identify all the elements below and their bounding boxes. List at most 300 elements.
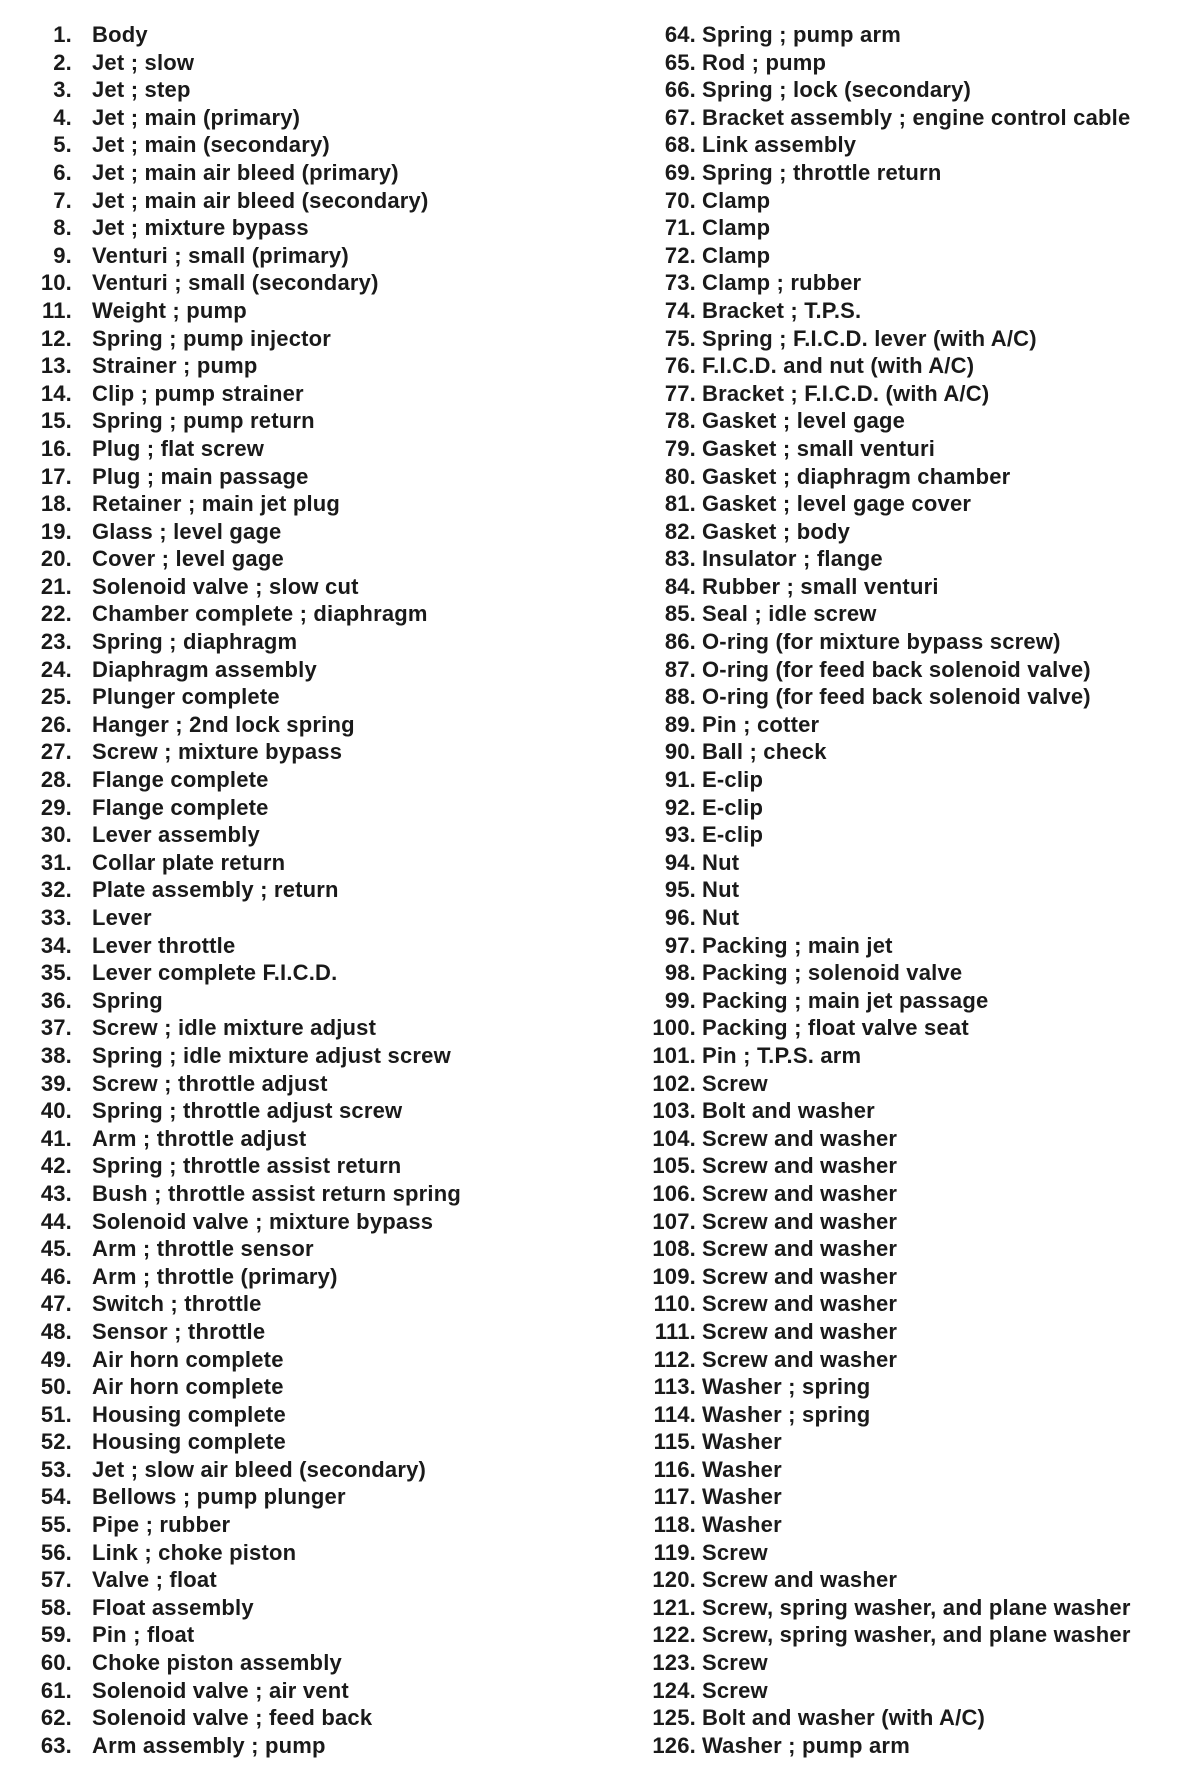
part-number: 99. bbox=[664, 987, 696, 1013]
part-number: 125. bbox=[652, 1705, 696, 1731]
part-list-item bbox=[0, 76, 560, 104]
part-description: Screw bbox=[702, 1650, 768, 1676]
part-list-item bbox=[600, 297, 1184, 325]
part-number: 90. bbox=[664, 739, 696, 765]
part-list-item bbox=[0, 959, 560, 987]
part-description: Jet ; step bbox=[92, 77, 191, 103]
part-description: O-ring (for feed back solenoid valve) bbox=[702, 684, 1091, 710]
part-description: Ball ; check bbox=[702, 739, 827, 765]
part-number: 23. bbox=[40, 629, 72, 655]
part-list-item bbox=[0, 242, 560, 270]
part-number: 74. bbox=[664, 297, 696, 323]
part-description: Spring ; throttle adjust screw bbox=[92, 1098, 403, 1124]
part-description: Plate assembly ; return bbox=[92, 877, 339, 903]
part-description: Screw and washer bbox=[702, 1263, 898, 1289]
part-list-item bbox=[600, 876, 1184, 904]
part-description: Flange complete bbox=[92, 794, 269, 820]
part-list-item bbox=[600, 1677, 1184, 1705]
part-description: Screw ; idle mixture adjust bbox=[92, 1015, 377, 1041]
part-description: Cover ; level gage bbox=[92, 546, 284, 572]
part-number: 51. bbox=[40, 1401, 72, 1427]
part-number: 39. bbox=[40, 1070, 72, 1096]
part-description: Lever complete F.I.C.D. bbox=[92, 960, 338, 986]
part-description: Spring ; idle mixture adjust screw bbox=[92, 1042, 451, 1068]
part-description: Spring ; pump return bbox=[92, 408, 315, 434]
part-list-item bbox=[600, 1290, 1184, 1318]
part-number: 40. bbox=[40, 1098, 72, 1124]
part-number: 110. bbox=[653, 1291, 696, 1317]
part-number: 2. bbox=[53, 49, 72, 75]
part-list-item bbox=[0, 159, 560, 187]
part-description: Plug ; main passage bbox=[92, 463, 309, 489]
part-list-item bbox=[600, 1235, 1184, 1263]
part-number: 117. bbox=[653, 1484, 696, 1510]
part-list-item bbox=[600, 1428, 1184, 1456]
part-number: 103. bbox=[652, 1098, 696, 1124]
part-description: Bolt and washer bbox=[702, 1098, 875, 1124]
part-number: 67. bbox=[664, 104, 696, 130]
part-description: Insulator ; flange bbox=[702, 546, 883, 572]
part-number: 92. bbox=[664, 794, 696, 820]
part-description: Spring ; pump injector bbox=[92, 325, 332, 351]
part-list-item bbox=[0, 490, 560, 518]
part-number: 93. bbox=[664, 822, 696, 848]
part-number: 37. bbox=[40, 1015, 72, 1041]
part-number: 116. bbox=[653, 1456, 696, 1482]
part-list-item bbox=[600, 518, 1184, 546]
part-description: Switch ; throttle bbox=[92, 1291, 262, 1317]
part-list-item bbox=[600, 352, 1184, 380]
part-description: Spring bbox=[92, 987, 163, 1013]
part-number: 20. bbox=[40, 546, 72, 572]
part-description: Lever throttle bbox=[92, 932, 236, 958]
part-list-item bbox=[600, 1125, 1184, 1153]
part-description: Chamber complete ; diaphragm bbox=[92, 601, 428, 627]
part-description: Arm ; throttle sensor bbox=[92, 1236, 314, 1262]
part-list-item bbox=[0, 1346, 560, 1374]
part-list-item bbox=[600, 1373, 1184, 1401]
part-list-item bbox=[0, 1566, 560, 1594]
part-number: 17. bbox=[40, 463, 72, 489]
part-description: Spring ; pump arm bbox=[702, 22, 901, 47]
part-description: Jet ; mixture bypass bbox=[92, 215, 309, 241]
part-number: 88. bbox=[664, 684, 696, 710]
part-number: 95. bbox=[664, 877, 696, 903]
part-list-item bbox=[0, 1235, 560, 1263]
part-description: Bolt and washer (with A/C) bbox=[702, 1705, 986, 1731]
part-number: 94. bbox=[664, 849, 696, 875]
parts-list-right-column bbox=[600, 21, 1184, 1759]
part-description: Screw bbox=[702, 1070, 768, 1096]
part-list-item bbox=[600, 711, 1184, 739]
part-list-item bbox=[600, 794, 1184, 822]
part-description: Valve ; float bbox=[92, 1567, 217, 1593]
part-description: Screw and washer bbox=[702, 1291, 898, 1317]
part-description: Body bbox=[92, 22, 148, 47]
part-description: Gasket ; body bbox=[702, 518, 851, 544]
part-list-item bbox=[600, 1621, 1184, 1649]
part-description: Washer bbox=[702, 1484, 782, 1510]
part-number: 100. bbox=[652, 1015, 696, 1041]
part-number: 30. bbox=[40, 822, 72, 848]
part-description: Washer ; spring bbox=[702, 1374, 871, 1400]
part-description: Packing ; float valve seat bbox=[702, 1015, 969, 1041]
part-number: 16. bbox=[40, 435, 72, 461]
part-description: Screw and washer bbox=[702, 1125, 898, 1151]
part-list-item bbox=[600, 463, 1184, 491]
part-number: 81. bbox=[664, 491, 696, 517]
part-list-item bbox=[0, 1152, 560, 1180]
part-description: Arm assembly ; pump bbox=[92, 1732, 326, 1758]
part-list-item bbox=[0, 628, 560, 656]
part-number: 124. bbox=[652, 1677, 696, 1703]
part-list-item bbox=[600, 490, 1184, 518]
part-list-item bbox=[600, 1042, 1184, 1070]
part-number: 96. bbox=[664, 905, 696, 930]
part-list-item bbox=[600, 1208, 1184, 1236]
part-number: 79. bbox=[664, 435, 696, 461]
part-number: 36. bbox=[40, 987, 72, 1013]
part-description: Jet ; main (secondary) bbox=[92, 132, 330, 158]
part-number: 102. bbox=[652, 1070, 696, 1096]
part-list-item bbox=[0, 1594, 560, 1622]
part-description: Screw ; throttle adjust bbox=[92, 1070, 328, 1096]
part-description: Arm ; throttle adjust bbox=[92, 1125, 307, 1151]
part-list-item bbox=[0, 1649, 560, 1677]
part-number: 8. bbox=[53, 215, 72, 241]
part-list-item bbox=[600, 325, 1184, 353]
part-description: Choke piston assembly bbox=[92, 1650, 342, 1676]
part-description: Jet ; main (primary) bbox=[92, 104, 301, 130]
part-list-item bbox=[0, 407, 560, 435]
part-list-item bbox=[600, 573, 1184, 601]
part-number: 121. bbox=[652, 1594, 696, 1620]
part-list-item bbox=[0, 518, 560, 546]
part-number: 66. bbox=[664, 77, 696, 103]
part-number: 101. bbox=[652, 1042, 696, 1068]
part-number: 70. bbox=[664, 187, 696, 213]
part-description: Screw and washer bbox=[702, 1236, 898, 1262]
part-number: 84. bbox=[664, 573, 696, 599]
part-number: 114. bbox=[653, 1401, 696, 1427]
part-list-item bbox=[600, 1732, 1184, 1760]
part-list-item bbox=[0, 1428, 560, 1456]
part-description: Bush ; throttle assist return spring bbox=[92, 1180, 462, 1206]
part-description: Clamp ; rubber bbox=[702, 270, 862, 296]
part-description: Gasket ; level gage bbox=[702, 408, 906, 434]
part-number: 75. bbox=[664, 325, 696, 351]
part-description: Pipe ; rubber bbox=[92, 1512, 231, 1538]
part-number: 45. bbox=[40, 1236, 72, 1262]
part-list-item bbox=[0, 1677, 560, 1705]
part-description: Screw and washer bbox=[702, 1180, 898, 1206]
part-number: 72. bbox=[664, 242, 696, 268]
part-number: 19. bbox=[40, 518, 72, 544]
part-number: 64. bbox=[664, 22, 696, 47]
part-description: Air horn complete bbox=[92, 1346, 284, 1372]
part-description: Float assembly bbox=[92, 1594, 254, 1620]
part-list-item bbox=[600, 1346, 1184, 1374]
part-description: Lever bbox=[92, 905, 152, 930]
part-number: 104. bbox=[652, 1125, 696, 1151]
part-list-item bbox=[0, 1732, 560, 1760]
part-list-item bbox=[600, 1180, 1184, 1208]
part-number: 122. bbox=[652, 1622, 696, 1648]
part-list-item bbox=[600, 407, 1184, 435]
part-description: Pin ; T.P.S. arm bbox=[702, 1042, 862, 1068]
part-list-item bbox=[600, 104, 1184, 132]
part-number: 49. bbox=[40, 1346, 72, 1372]
part-number: 60. bbox=[40, 1650, 72, 1676]
part-number: 35. bbox=[40, 960, 72, 986]
part-number: 61. bbox=[40, 1677, 72, 1703]
part-number: 86. bbox=[664, 629, 696, 655]
part-list-item bbox=[0, 49, 560, 77]
part-description: Jet ; slow air bleed (secondary) bbox=[92, 1456, 427, 1482]
part-description: Gasket ; small venturi bbox=[702, 435, 936, 461]
part-description: E-clip bbox=[702, 822, 764, 848]
part-number: 97. bbox=[664, 932, 696, 958]
part-list-item bbox=[0, 600, 560, 628]
part-number: 89. bbox=[664, 711, 696, 737]
part-number: 119. bbox=[653, 1539, 696, 1565]
part-description: Bracket assembly ; engine control cable bbox=[702, 104, 1131, 130]
part-number: 107. bbox=[652, 1208, 696, 1234]
part-description: Venturi ; small (primary) bbox=[92, 242, 349, 268]
part-number: 118. bbox=[653, 1512, 696, 1538]
part-number: 83. bbox=[664, 546, 696, 572]
part-list-item bbox=[0, 104, 560, 132]
part-list-item bbox=[600, 545, 1184, 573]
part-description: Washer ; pump arm bbox=[702, 1732, 910, 1758]
part-list-item bbox=[0, 269, 560, 297]
part-description: Screw bbox=[702, 1539, 768, 1565]
part-list-item bbox=[600, 959, 1184, 987]
part-number: 77. bbox=[664, 380, 696, 406]
part-number: 69. bbox=[664, 159, 696, 185]
part-description: Packing ; main jet passage bbox=[702, 987, 989, 1013]
part-list-item bbox=[0, 187, 560, 215]
part-number: 9. bbox=[53, 242, 72, 268]
part-list-item bbox=[0, 766, 560, 794]
part-number: 1. bbox=[53, 22, 72, 47]
part-number: 111. bbox=[654, 1318, 696, 1344]
part-list-item bbox=[0, 683, 560, 711]
part-number: 42. bbox=[40, 1153, 72, 1179]
part-description: Lever assembly bbox=[92, 822, 260, 848]
part-list-item bbox=[600, 242, 1184, 270]
part-list-item bbox=[600, 656, 1184, 684]
part-number: 87. bbox=[664, 656, 696, 682]
part-description: E-clip bbox=[702, 794, 764, 820]
part-number: 120. bbox=[652, 1567, 696, 1593]
part-list-item bbox=[600, 435, 1184, 463]
part-description: Rubber ; small venturi bbox=[702, 573, 939, 599]
part-description: O-ring (for feed back solenoid valve) bbox=[702, 656, 1091, 682]
part-list-item bbox=[600, 1539, 1184, 1567]
part-list-item bbox=[600, 131, 1184, 159]
part-list-item bbox=[0, 1621, 560, 1649]
part-number: 48. bbox=[40, 1318, 72, 1344]
part-list-item bbox=[600, 738, 1184, 766]
part-list-item bbox=[600, 1014, 1184, 1042]
part-list-item bbox=[0, 1704, 560, 1732]
part-number: 98. bbox=[664, 960, 696, 986]
part-number: 115. bbox=[653, 1429, 696, 1455]
part-description: Housing complete bbox=[92, 1401, 286, 1427]
part-list-item bbox=[600, 766, 1184, 794]
part-list-item bbox=[0, 1208, 560, 1236]
part-description: Jet ; main air bleed (secondary) bbox=[92, 187, 429, 213]
part-list-item bbox=[0, 849, 560, 877]
part-description: Packing ; main jet bbox=[702, 932, 893, 958]
part-number: 32. bbox=[40, 877, 72, 903]
part-number: 22. bbox=[40, 601, 72, 627]
part-number: 113. bbox=[653, 1374, 696, 1400]
part-number: 34. bbox=[40, 932, 72, 958]
part-number: 68. bbox=[664, 132, 696, 158]
part-number: 59. bbox=[40, 1622, 72, 1648]
part-list-item bbox=[600, 1097, 1184, 1125]
part-list-item bbox=[0, 821, 560, 849]
part-list-item bbox=[0, 1539, 560, 1567]
part-list-item bbox=[0, 738, 560, 766]
part-number: 58. bbox=[40, 1594, 72, 1620]
part-list-item bbox=[600, 1594, 1184, 1622]
part-number: 6. bbox=[53, 159, 72, 185]
part-number: 12. bbox=[40, 325, 72, 351]
part-number: 7. bbox=[53, 187, 72, 213]
part-number: 28. bbox=[40, 767, 72, 793]
part-list-item bbox=[600, 269, 1184, 297]
part-list-item bbox=[600, 904, 1184, 932]
part-number: 10. bbox=[40, 270, 72, 296]
part-number: 18. bbox=[40, 491, 72, 517]
part-description: E-clip bbox=[702, 767, 764, 793]
part-number: 56. bbox=[40, 1539, 72, 1565]
part-description: O-ring (for mixture bypass screw) bbox=[702, 629, 1061, 655]
part-description: Clamp bbox=[702, 242, 771, 268]
part-description: Jet ; main air bleed (primary) bbox=[92, 159, 399, 185]
part-list-item bbox=[0, 545, 560, 573]
part-number: 41. bbox=[40, 1125, 72, 1151]
part-number: 31. bbox=[40, 849, 72, 875]
part-list-item bbox=[0, 876, 560, 904]
part-list-item bbox=[600, 849, 1184, 877]
part-number: 21. bbox=[40, 573, 72, 599]
part-description: Spring ; diaphragm bbox=[92, 629, 298, 655]
part-description: Clip ; pump strainer bbox=[92, 380, 304, 406]
part-list-item bbox=[600, 1401, 1184, 1429]
part-list-item bbox=[0, 573, 560, 601]
part-number: 52. bbox=[40, 1429, 72, 1455]
part-number: 109. bbox=[652, 1263, 696, 1289]
part-number: 24. bbox=[40, 656, 72, 682]
part-list-item bbox=[0, 932, 560, 960]
part-list-item bbox=[0, 214, 560, 242]
part-number: 63. bbox=[40, 1732, 72, 1758]
part-description: Screw and washer bbox=[702, 1153, 898, 1179]
part-list-item bbox=[600, 21, 1184, 49]
part-number: 50. bbox=[40, 1374, 72, 1400]
part-number: 4. bbox=[53, 104, 72, 130]
part-number: 15. bbox=[40, 408, 72, 434]
part-number: 46. bbox=[40, 1263, 72, 1289]
part-list-item bbox=[600, 628, 1184, 656]
part-number: 44. bbox=[40, 1208, 72, 1234]
part-number: 57. bbox=[40, 1567, 72, 1593]
part-description: Screw ; mixture bypass bbox=[92, 739, 343, 765]
part-number: 82. bbox=[664, 518, 696, 544]
part-list-item bbox=[0, 1180, 560, 1208]
part-number: 105. bbox=[652, 1153, 696, 1179]
part-description: Nut bbox=[702, 905, 740, 930]
part-description: Housing complete bbox=[92, 1429, 286, 1455]
part-description: Packing ; solenoid valve bbox=[702, 960, 963, 986]
part-list-item bbox=[600, 49, 1184, 77]
part-number: 53. bbox=[40, 1456, 72, 1482]
part-list-item bbox=[0, 21, 560, 49]
part-list-item bbox=[0, 1125, 560, 1153]
part-description: Retainer ; main jet plug bbox=[92, 491, 341, 517]
part-list-item bbox=[0, 711, 560, 739]
part-list-item bbox=[0, 352, 560, 380]
part-list-item bbox=[0, 380, 560, 408]
part-list-item bbox=[0, 1097, 560, 1125]
part-list-item bbox=[0, 435, 560, 463]
part-description: Washer bbox=[702, 1456, 782, 1482]
part-list-item bbox=[0, 1373, 560, 1401]
part-number: 62. bbox=[40, 1705, 72, 1731]
part-description: Jet ; slow bbox=[92, 49, 195, 75]
part-description: Screw and washer bbox=[702, 1318, 898, 1344]
part-list-item bbox=[0, 131, 560, 159]
part-list-item bbox=[600, 1483, 1184, 1511]
parts-list-left-column bbox=[0, 21, 560, 1759]
part-description: Collar plate return bbox=[92, 849, 286, 875]
part-description: Pin ; cotter bbox=[702, 711, 820, 737]
part-number: 71. bbox=[664, 215, 696, 241]
part-number: 91. bbox=[664, 767, 696, 793]
part-description: Diaphragm assembly bbox=[92, 656, 317, 682]
part-list-item bbox=[0, 1042, 560, 1070]
part-list-item bbox=[600, 932, 1184, 960]
part-description: Pin ; float bbox=[92, 1622, 195, 1648]
part-number: 54. bbox=[40, 1484, 72, 1510]
part-number: 85. bbox=[664, 601, 696, 627]
part-list-item bbox=[600, 821, 1184, 849]
part-number: 14. bbox=[40, 380, 72, 406]
part-description: Screw, spring washer, and plane washer bbox=[702, 1622, 1131, 1648]
part-description: Gasket ; level gage cover bbox=[702, 491, 972, 517]
part-number: 126. bbox=[652, 1732, 696, 1758]
part-description: Venturi ; small (secondary) bbox=[92, 270, 379, 296]
part-description: Plug ; flat screw bbox=[92, 435, 265, 461]
part-description: Screw and washer bbox=[702, 1208, 898, 1234]
part-description: Solenoid valve ; air vent bbox=[92, 1677, 349, 1703]
part-description: Screw, spring washer, and plane washer bbox=[702, 1594, 1131, 1620]
part-description: Arm ; throttle (primary) bbox=[92, 1263, 338, 1289]
part-description: Glass ; level gage bbox=[92, 518, 282, 544]
part-list-item bbox=[600, 1318, 1184, 1346]
part-list-item bbox=[0, 1483, 560, 1511]
part-list-item bbox=[600, 1511, 1184, 1539]
part-description: Plunger complete bbox=[92, 684, 280, 710]
part-description: Clamp bbox=[702, 187, 771, 213]
part-list-item bbox=[0, 1290, 560, 1318]
part-description: Nut bbox=[702, 849, 740, 875]
part-description: Clamp bbox=[702, 215, 771, 241]
